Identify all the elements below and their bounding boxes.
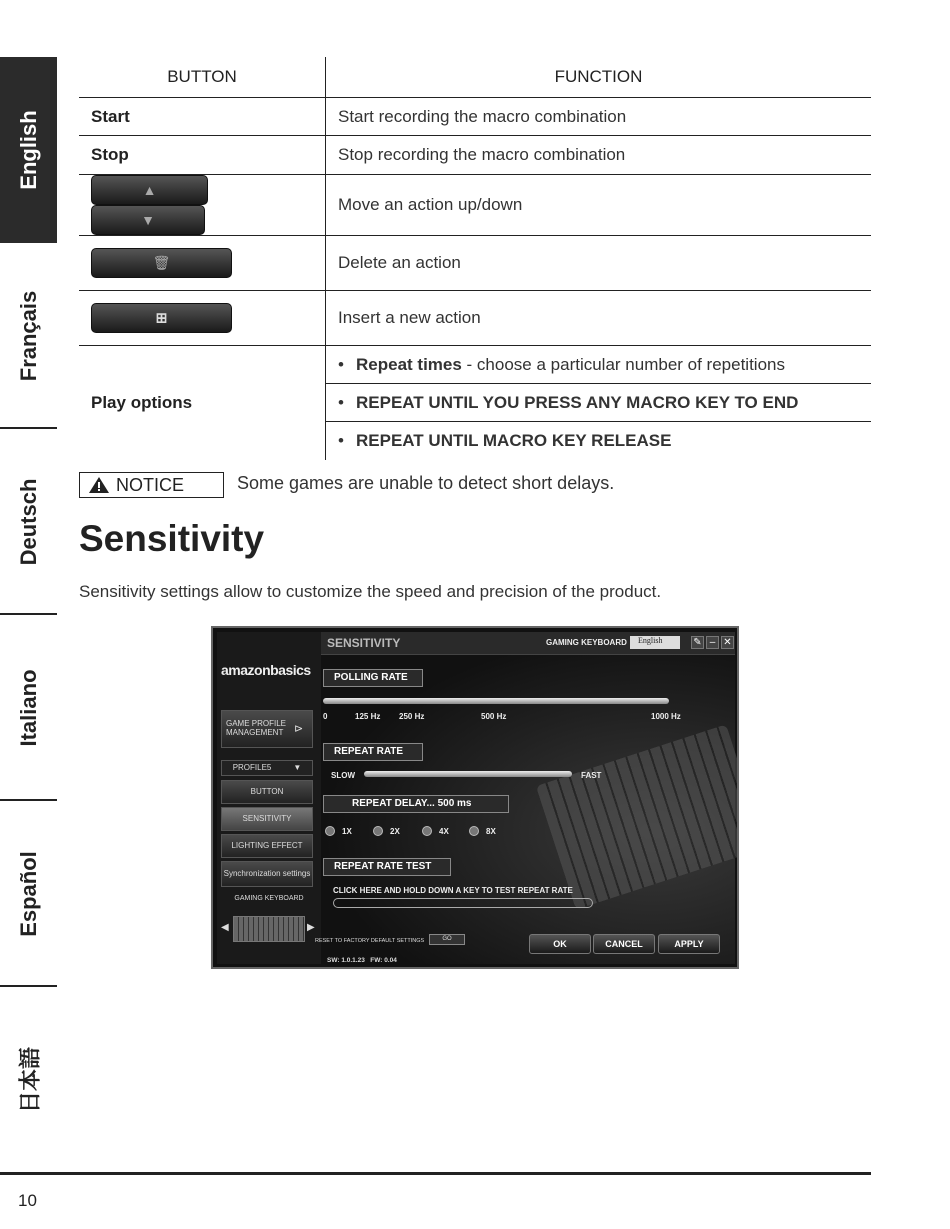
polling-tick: 500 Hz: [481, 712, 507, 721]
bullet-icon: •: [338, 354, 344, 374]
repeat-delay-label: REPEAT DELAY... 500 ms: [323, 795, 509, 813]
sidebar-item-sensitivity[interactable]: SENSITIVITY: [221, 807, 313, 831]
insert-icon: ⊞: [155, 309, 168, 326]
tab-italiano[interactable]: Italiano: [0, 615, 57, 801]
cancel-button[interactable]: CANCEL: [593, 934, 655, 954]
button-cell: [79, 236, 326, 291]
version-info: SW: 1.0.1.23 FW: 0.04: [327, 957, 397, 964]
chevron-right-icon: ⊳: [294, 722, 304, 735]
fast-label: FAST: [581, 771, 602, 780]
tab-espanol[interactable]: Español: [0, 801, 57, 987]
button-cell: Stop: [79, 136, 326, 175]
prev-device-icon[interactable]: ◀: [221, 922, 229, 933]
table-row: [79, 291, 871, 346]
radio-label: 4X: [439, 827, 449, 836]
warning-icon: [88, 476, 110, 494]
next-device-icon[interactable]: ▶: [307, 922, 315, 933]
section-description: Sensitivity settings allow to customize the speed and precision of the product.: [79, 582, 662, 601]
insert-action-button: [91, 303, 232, 333]
function-cell: Start recording the macro combination: [326, 98, 872, 136]
sidebar-item-sync[interactable]: Synchronization settings: [221, 861, 313, 887]
test-hint: CLICK HERE AND HOLD DOWN A KEY TO TEST REPEAT RATE: [333, 886, 573, 895]
radio-4x[interactable]: [422, 826, 432, 836]
move-up-button: [91, 175, 208, 205]
header-function: FUNCTION: [326, 57, 872, 98]
polling-rate-slider[interactable]: [323, 698, 669, 704]
function-cell: Stop recording the macro combination: [326, 136, 872, 175]
ok-button[interactable]: OK: [529, 934, 591, 954]
polling-tick: 1000 Hz: [651, 712, 681, 721]
minimize-icon[interactable]: –: [706, 636, 719, 649]
repeat-rate-test-field[interactable]: [333, 898, 593, 908]
header-button: BUTTON: [79, 57, 326, 98]
game-profile-button[interactable]: GAME PROFILE MANAGEMENT ⊳: [221, 710, 313, 748]
slow-label: SLOW: [331, 771, 355, 780]
section-title: Sensitivity: [79, 518, 265, 559]
bullet-icon: •: [338, 430, 344, 450]
table-header: [79, 57, 871, 98]
function-cell: Move an action up/down: [326, 175, 872, 236]
repeat-rate-slider[interactable]: [364, 771, 572, 777]
settings-icon[interactable]: ✎: [691, 636, 704, 649]
sidebar-item-lighting[interactable]: LIGHTING EFFECT: [221, 834, 313, 858]
reset-go-button[interactable]: GO: [429, 934, 465, 945]
polling-tick: 125 Hz: [355, 712, 381, 721]
macro-buttons-table: [79, 57, 871, 460]
language-select[interactable]: English: [630, 636, 680, 649]
radio-2x[interactable]: [373, 826, 383, 836]
polling-tick: 250 Hz: [399, 712, 425, 721]
play-option-item: • REPEAT UNTIL YOU PRESS ANY MACRO KEY TO END: [326, 384, 872, 422]
sensitivity-screenshot: [211, 626, 739, 969]
tab-deutsch[interactable]: Deutsch: [0, 429, 57, 615]
device-name: GAMING KEYBOARD: [546, 638, 627, 647]
table-row: [79, 98, 871, 136]
close-icon[interactable]: ✕: [721, 636, 734, 649]
arrow-up-icon: ▲: [142, 182, 157, 198]
keyboard-thumbnail: [233, 916, 305, 942]
table-row: [79, 175, 871, 236]
apply-button[interactable]: APPLY: [658, 934, 720, 954]
polling-rate-label: POLLING RATE: [323, 669, 423, 687]
play-options-label: Play options: [91, 392, 193, 412]
tab-francais[interactable]: Français: [0, 243, 57, 429]
window-title: SENSITIVITY: [327, 636, 401, 650]
radio-8x[interactable]: [469, 826, 479, 836]
button-cell: [79, 291, 326, 346]
sidebar-item-button[interactable]: BUTTON: [221, 780, 313, 804]
repeat-rate-test-label: REPEAT RATE TEST: [323, 858, 451, 876]
footer-rule: [0, 1172, 871, 1175]
table-row: [79, 136, 871, 175]
polling-tick: 0: [323, 712, 328, 721]
button-cell: Start: [79, 98, 326, 136]
radio-label: 8X: [486, 827, 496, 836]
function-cell: Delete an action: [326, 236, 872, 291]
window-titlebar: [321, 632, 735, 655]
keyboard-image: [536, 724, 739, 909]
screenshot-main: [315, 632, 735, 964]
arrow-down-icon: ▼: [141, 212, 155, 228]
play-option-item: • Repeat times - choose a particular number of repetitions: [326, 346, 872, 384]
radio-label: 2X: [390, 827, 400, 836]
repeat-rate-label: REPEAT RATE: [323, 743, 423, 761]
delete-action-button: [91, 248, 232, 278]
page-number: 10: [18, 1191, 37, 1210]
brand-logo: amazonbasics: [221, 662, 311, 678]
reset-label: RESET TO FACTORY DEFAULT SETTINGS: [315, 938, 425, 944]
tab-english[interactable]: English: [0, 57, 57, 243]
button-cell: [79, 175, 326, 236]
chevron-down-icon: ▼: [293, 762, 302, 772]
table-row: [79, 346, 871, 384]
notice-text: Some games are unable to detect short delays.: [237, 473, 615, 493]
radio-label: 1X: [342, 827, 352, 836]
radio-1x[interactable]: [325, 826, 335, 836]
profile-select[interactable]: PROFILE5 ▼: [221, 760, 313, 776]
notice-label: NOTICE: [79, 472, 224, 498]
bullet-icon: •: [338, 392, 344, 412]
device-label: GAMING KEYBOARD: [234, 895, 304, 902]
screenshot-sidebar: [217, 632, 321, 964]
table-row: [79, 236, 871, 291]
play-option-item: • REPEAT UNTIL MACRO KEY RELEASE: [326, 422, 872, 460]
trash-icon: 🗑: [152, 254, 171, 271]
move-down-button: [91, 205, 205, 235]
tab-japanese[interactable]: 日本語: [17, 1046, 42, 1114]
function-cell: Insert a new action: [326, 291, 872, 346]
